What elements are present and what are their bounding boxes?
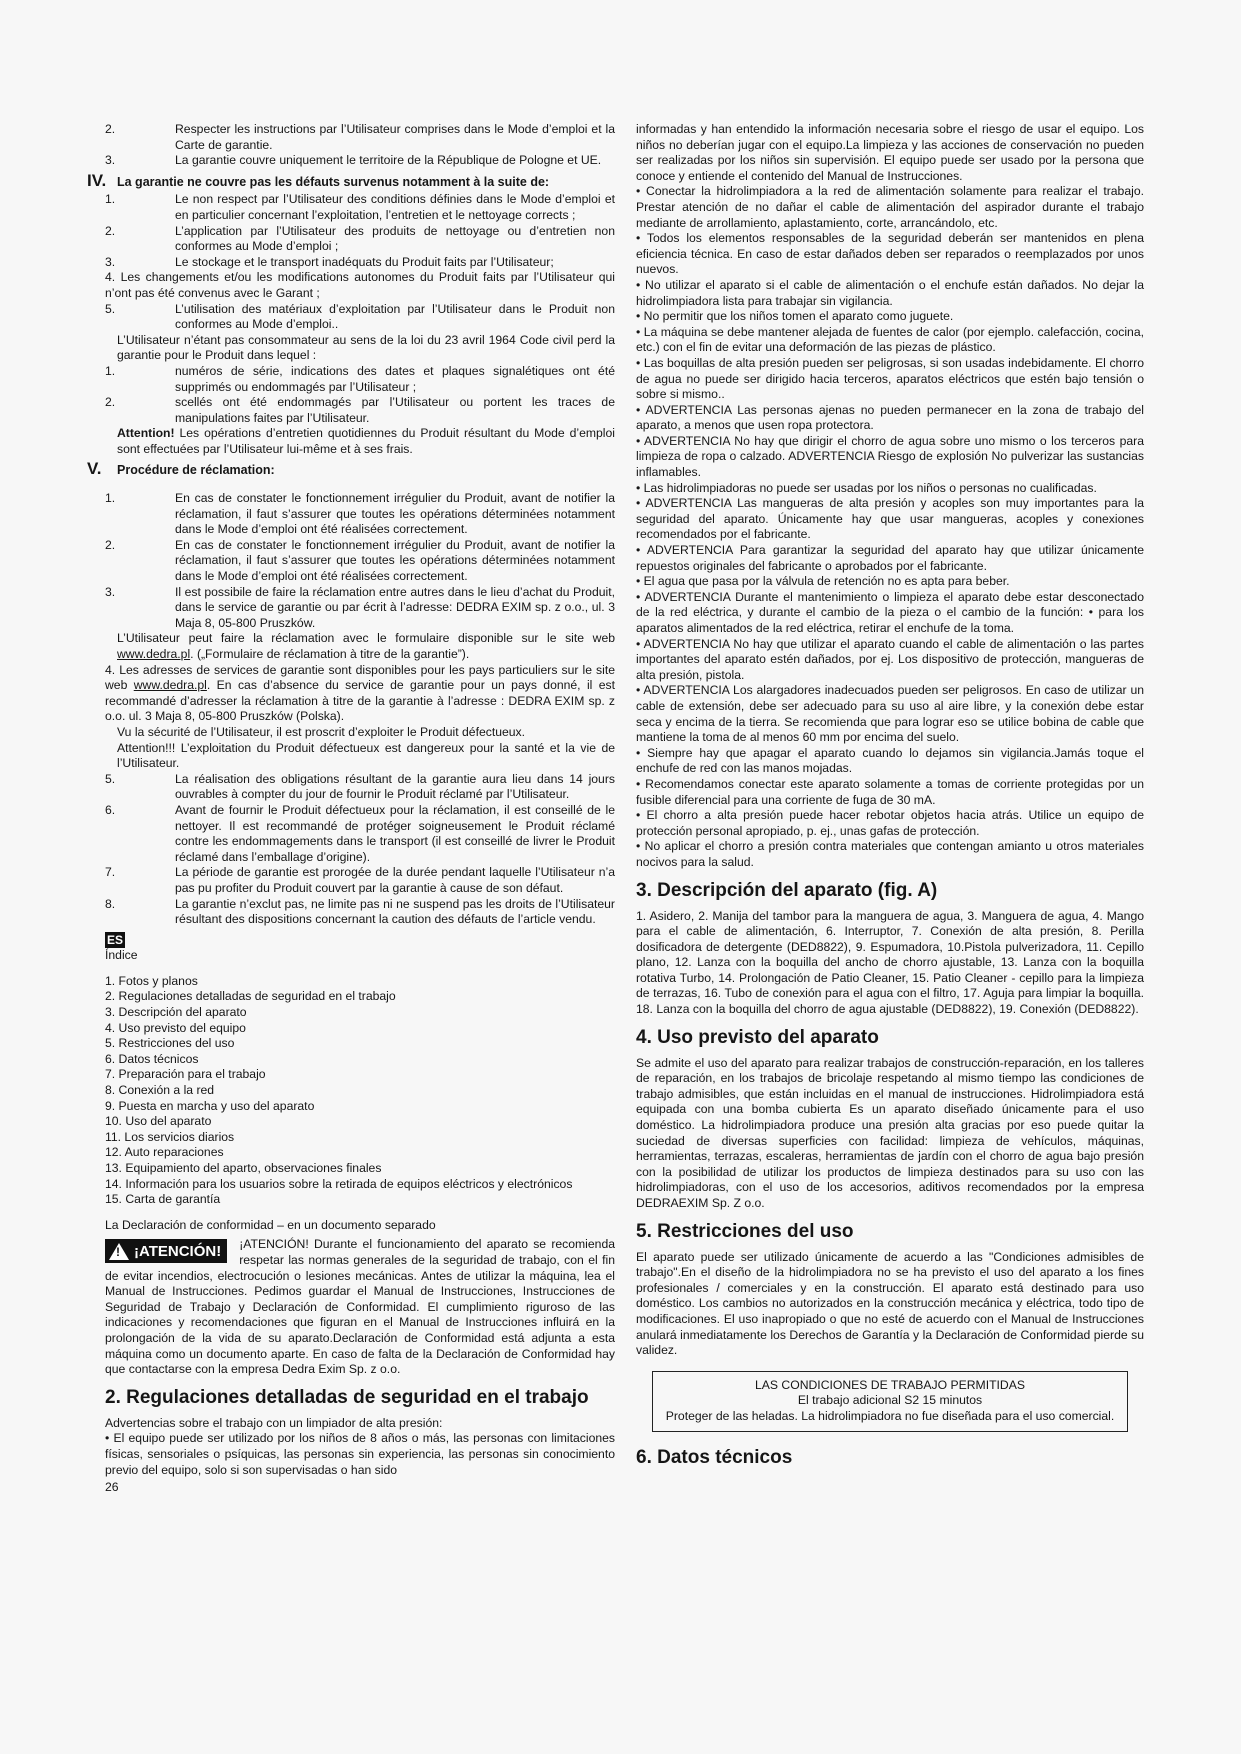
section-5-heading: 5. Restricciones del uso — [636, 1220, 854, 1242]
item-text: La garantie n’exclut pas, ne limite pas ni ne suspend pas les droits de l’Utilisateur résultant des dispositions concernant la caution des défauts de l’article vendu. — [175, 896, 615, 927]
dedra-link[interactable]: www.dedra.pl — [117, 647, 191, 661]
safety-bullet: • Recomendamos conectar este aparato solamente a tomas de corriente protegidas por un fusible diferencial para una corriente de fuga de 30 mA. — [636, 776, 1144, 807]
item-number: 2. — [105, 537, 116, 552]
box-line: El trabajo adicional S2 15 minutos — [797, 1393, 983, 1408]
list-item — [105, 772, 615, 803]
item-number: 3. — [105, 153, 116, 168]
warning-triangle-icon: ! — [109, 1243, 129, 1260]
language-flag: ES — [107, 932, 124, 947]
toc-item: 12. Auto reparaciones — [105, 1145, 224, 1160]
toc-item: 15. Carta de garantía — [105, 1192, 221, 1207]
safety-bullet: • ADVERTENCIA Las mangueras de alta presión y acoples son muy importantes para la seguridad del aparato. Únicamente hay que usar mangueras, acoples y conexiones recomendados por el fabricante. — [636, 496, 1144, 542]
toc-item: 6. Datos técnicos — [105, 1051, 199, 1066]
warning-badge — [105, 1239, 227, 1263]
safety-bullet: • Las hidrolimpiadoras no puede ser usadas por los niños o personas no cualificadas. — [636, 480, 1097, 495]
safety-bullet: • ADVERTENCIA No hay que utilizar el aparato cuando el cable de alimentación o las partes importantes del aparato estén dañados, por ej. Los dispositivo de protección, mangueras de alta presión, pistola. — [636, 636, 1144, 682]
item-number: 3. — [105, 584, 116, 599]
section-2-bullet: • El equipo puede ser utilizado por los niños de 8 años o más, las personas con limitaciones físicas, sensoriales o psíquicas, las personas sin experiencia, las personas sin conocimiento previo del equipo, solo si son supervisadas o han sido — [105, 1431, 615, 1477]
item-text: Le stockage et le transport inadéquats du Produit faits par l’Utilisateur; — [175, 254, 554, 269]
item-number: 2. — [105, 223, 116, 238]
service-text: 4. Les adresses de services de garantie sont disponibles pour les pays particuliers sur le site web — [105, 662, 615, 693]
item-text: numéros de série, indications des dates et plaques signalétiques ont été supprimés ou endommagés par l’Utilisateur ; — [175, 363, 615, 394]
spacer — [105, 481, 615, 491]
safety-bullet: • No utilizar el aparato si el cable de alimentación o el enchufe están dañados. No dejar la hidrolimpiadora lista para trabajar sin vigilancia. — [636, 277, 1144, 308]
section-6-heading: 6. Datos técnicos — [636, 1446, 793, 1468]
toc-item: 14. Información para los usuarios sobre la retirada de equipos eléctricos y electrónicos — [105, 1176, 573, 1191]
list-item — [105, 302, 615, 333]
safety-bullet: • Las boquillas de alta presión pueden ser peligrosas, si son usadas indebidamente. El chorro de agua no puede ser dirigido hacia terceros, aparatos eléctricos que estén bajo tensión o sobre si mismo.. — [636, 355, 1144, 402]
section-heading-iv — [87, 170, 615, 191]
item-text: L’application par l’Utilisateur des produits de nettoyage ou d’entretien non conformes au Mode d’emploi ; — [175, 223, 615, 254]
safety-bullet: • La máquina se debe mantener alejada de fuentes de calor (por ejemplo. calefacción, cocina, etc.) con el fin de evitar una deformación de las piezas de plástico. — [636, 324, 1144, 355]
item-text: La période de garantie est prorogée de la durée pendant laquelle l’Utilisateur n’a pas pu profiter du Produit couvert par la garantie à cause de son défaut. — [175, 865, 615, 895]
right-column — [636, 122, 1144, 1476]
section-title: Procédure de réclamation: — [117, 463, 275, 478]
item-number: 7. — [105, 865, 116, 880]
list-item — [105, 865, 615, 896]
intro-item — [105, 153, 615, 169]
service-addresses-paragraph — [105, 663, 615, 725]
web-form-text-end: . („Formulaire de réclamation à titre de la garantie”). — [190, 647, 470, 661]
attention-text: Les opérations d’entretien quotidiennes du Produit résultant du Mode d’emploi sont effectuées par l’Utilisateur lui-même et à ses frais. — [117, 426, 615, 456]
list-item — [105, 192, 615, 223]
toc-item: 13. Equipamiento del aparto, observaciones finales — [105, 1161, 382, 1175]
item-text: Avant de fournir le Produit défectueux pour la réclamation, il est conseillé de le nettoyer. Il est recommandé de protéger soigneusement le Produit réclamé contre les endommagements dans le transport (il est conseillé de livrer le Produit réclamé dans l’emballage d’origine). — [175, 802, 615, 864]
safety-bullet: • El chorro a alta presión puede hacer rebotar objetos hacia atrás. Utilice un equipo de protección personal apropiado, p. ej., unas gafas de protección. — [636, 808, 1144, 838]
working-conditions-box — [652, 1371, 1128, 1432]
list-item — [105, 897, 615, 928]
roman-numeral: V. — [87, 459, 102, 479]
roman-numeral: IV. — [87, 170, 107, 190]
safety-paragraph: informadas y han entendido la información necesaria sobre el riesgo de usar el equipo. Los niños no deberían jugar con el equipo.La limpieza y las acciones de conservación no pueden ser realizadas por los niños sin supervisión. El equipo puede ser usado por la persona que conoce y entiende el contenido del Manual de Instrucciones. — [636, 122, 1144, 183]
language-marker — [105, 932, 615, 949]
item-text: Il est possibile de faire la réclamation entre autres dans le lieu d’achat du Produit, dans le service de garantie ou par écrit à l’adresse: DEDRA EXIM sp. z o.o., ul. 3 Maja 8, 05-800 Pruszków. — [175, 584, 615, 630]
item-number: 2. — [105, 122, 116, 136]
section-3-text: 1. Asidero, 2. Manija del tambor para la manguera de agua, 3. Manguera de agua, 4. Mango para el cable de alimentación, 6. Interruptor, 7. Conexión de alta presión, 8. Perilla dosificadora de detergente (DED8822), 9. Espumadora, 10.Pistola pulverizadora, 11. Cepillo plano, 12. Lanza con la boquilla del ancho de chorro ajustable, 13. Lanza con la boquilla rotativa Turbo, 14. Prolongación de Patio Cleaner, 15. Patio Cleaner - cepillo para la limpieza de terrazas, 16. Tubo de conexión para el agua con el filtro, 17. Aguja para limpiar la boquilla. 18. Lanza con la boquilla del chorro de agua ajustable (DED8822), 19. Conexión (DED8822). — [636, 908, 1144, 1017]
declaration-note: La Declaración de conformidad – en un documento separado — [105, 1217, 436, 1232]
item-text: Respecter les instructions par l’Utilisateur comprises dans le Mode d’emploi et la Carte de garantie. — [175, 122, 615, 152]
section-2-heading: 2. Regulaciones detalladas de seguridad en el trabajo — [105, 1386, 589, 1408]
list-item — [105, 491, 615, 538]
section-4-heading: 4. Uso previsto del aparato — [636, 1026, 879, 1048]
list-item — [105, 255, 615, 271]
safety-bullet: • Todos los elementos responsables de la seguridad deberán ser mantenidos en plena eficiencia técnica. En caso de estar dañados deben ser reparados o reemplazados por unos nuevos. — [636, 231, 1144, 277]
warning-block — [105, 1237, 615, 1377]
warning-text: ¡ATENCIÓN! Durante el funcionamiento del aparato se recomienda respetar las normas generales de la seguridad de trabajo, con el fin de evitar incendios, electrocución o lesiones mecánicas. Antes de utilizar la máquina, lea el Manual de Instrucciones. Pedimos guardar el Manual de Instrucciones, Instrucciones de Seguridad de Trabajo y Declaración de Conformidad. El cumplimiento riguroso de las indicaciones y recomendaciones que figuran en el Manual de Instrucciones influirá en la prolongación de la vida de su aparato.Declaración de Conformidad está adjunta a esta máquina como un documento aparte. En caso de falta de la Declaración de Conformidad hay que contactarse con la empresa Dedra Exim Sp. z o.o. — [105, 1237, 615, 1377]
table-of-contents — [105, 974, 615, 1208]
attention-paragraph — [105, 426, 615, 457]
page-number: 26 — [105, 1480, 119, 1495]
item-number: 1. — [105, 192, 116, 207]
box-line: Proteger de las heladas. La hidrolimpiadora no fue diseñada para el uso comercial. — [665, 1408, 1115, 1423]
warning-badge-label: ¡ATENCIÓN! — [134, 1242, 222, 1260]
attention-label: Attention! — [117, 426, 175, 441]
paragraph: L’Utilisateur n’étant pas consommateur au sens de la loi du 23 avril 1964 Code civil perd la garantie pour le Produit dans lequel : — [117, 332, 615, 363]
index-label: Índice — [105, 948, 138, 963]
item-number: 6. — [105, 802, 116, 817]
safety-bullet: • ADVERTENCIA Los alargadores inadecuados pueden ser peligrosos. En caso de utilizar un cable de extensión, debe ser adecuado para su uso al aire libre, y la conexión debe estar seca y encima de la tierra. Se recomienda que para lograr eso se utilice bobina de cable que mantiene la toma de al menos 60 mm por encima del suelo. — [636, 683, 1144, 745]
item-number: 2. — [105, 395, 116, 410]
safety-bullet: • ADVERTENCIA Durante el mantenimiento o limpieza el aparato debe estar desconectado de la red eléctrica, y durante el cambio de la pieza o el cambio de la función: • para los aparatos alimentados de la red eléctrica, retirar el enchufe de la toma. — [636, 589, 1144, 635]
toc-item: 5. Restricciones del uso — [105, 1036, 235, 1051]
list-item — [105, 395, 615, 426]
item-number: 5. — [105, 301, 116, 316]
section-5-text: El aparato puede ser utilizado únicamente de acuerdo a las "Condiciones admisibles de trabajo".En el diseño de la hidrolimpiadora no se ha previsto el uso del aparato a los fines profesionales / comerciales y en la construcción. El aparato está destinado para uso doméstico. Los cambios no autorizados en la construcción mecánica y eléctrica, todo tipo de modificaciones. El uso inapropiado o que no esté de acuerdo con el Manual de Instrucciones anulará inmediatamente los Derechos de Garantía y la Declaración de Conformidad pierde su validez. — [636, 1249, 1144, 1358]
dedra-link[interactable]: www.dedra.pl — [133, 678, 207, 693]
toc-item: 7. Preparación para el trabajo — [105, 1067, 266, 1082]
section-3-heading: 3. Descripción del aparato (fig. A) — [636, 879, 938, 901]
item-text: En cas de constater le fonctionnement irrégulier du Produit, avant de notifier la réclamation, il faut s’assurer que toutes les opérations déterminées notamment dans le Mode d’emploi ont été réalisées correctement. — [175, 537, 615, 584]
list-item — [105, 803, 615, 865]
item-number: 8. — [105, 896, 116, 911]
list-item — [105, 224, 615, 255]
section-2-intro: Advertencias sobre el trabajo con un limpiador de alta presión: — [105, 1415, 443, 1430]
safety-bullet: • No aplicar el chorro a presión contra materiales que contengan amianto u otros materiales nocivos para la salud. — [636, 839, 1144, 869]
item-number: 1. — [105, 491, 116, 506]
toc-item: 4. Uso previsto del equipo — [105, 1020, 246, 1035]
list-item — [105, 585, 615, 632]
item-text: L’utilisation des matériaux d’exploitation par l’Utilisateur dans le Produit non conformes au Mode d’emploi.. — [175, 301, 615, 332]
toc-item: 9. Puesta en marcha y uso del aparato — [105, 1098, 315, 1113]
toc-item: 2. Regulaciones detalladas de seguridad en el trabajo — [105, 989, 396, 1004]
safety-bullet: • Conectar la hidrolimpiadora a la red de alimentación solamente para realizar el trabajo. Prestar atención de no dañar el cable de alimentación del aspirador durante el trabajo mediante de arrollamiento, aplastamiento, corte, arrancándolo, etc. — [636, 184, 1144, 230]
safety-bullet: • ADVERTENCIA No hay que dirigir el chorro de agua sobre uno mismo o los terceros para limpieza de ropa o calzado. ADVERTENCIA Riesgo de explosión No pulverizar las sustancias inflamables. — [636, 433, 1144, 480]
section-heading-v — [87, 461, 615, 479]
item-text: La garantie couvre uniquement le territoire de la République de Pologne et UE. — [175, 153, 602, 168]
list-item — [105, 538, 615, 585]
safety-bullet: • ADVERTENCIA Las personas ajenas no pueden permanecer en la zona de trabajo del aparato, a menos que usen ropa protectora. — [636, 402, 1144, 433]
toc-item: 3. Descripción del aparato — [105, 1005, 247, 1020]
left-column — [87, 122, 615, 1496]
list-item: 4. Les changements et/ou les modifications autonomes du Produit faits par l’Utilisateur qui n’ont pas été convenus avec le Garant ; — [105, 270, 615, 300]
item-number: 5. — [105, 771, 116, 786]
toc-item: 1. Fotos y planos — [105, 973, 198, 988]
safety-bullet: • No permitir que los niños tomen el aparato como juguete. — [636, 309, 954, 324]
section-title: La garantie ne couvre pas les défauts survenus notamment à la suite de: — [117, 174, 550, 189]
section-4-text: Se admite el uso del aparato para realizar trabajos de construcción-reparación, en los talleres de reparación, en los trabajos de bricolaje respetando al mismo tiempo las condiciones de trabajo admisibles, que están incluidas en el manual de instrucciones. Hidrolimpiadora está equipada con una bomba cubierta Es un aparato diseñado únicamente para el uso doméstico. La hidrolimpiadora produce una presión alta gracias por eso puede quitar la suciedad de diversas superficies con facilidad: limpieza de vehículos, máquinas, herramientas, terrazas, escaleras, herramientas de jardín con el chorro de agua bajo presión con la posibilidad de utilizar los productos de limpieza destinados para su uso con las hidrolimpiadoras, con el uso de los accesorios, aditivos recomendados por la empresa DEDRAEXIM Sp. Z o.o. — [636, 1055, 1144, 1210]
item-text: Le non respect par l’Utilisateur des conditions définies dans le Mode d’emploi et en particulier concernant l’exploitation, l’entretien et le nettoyage corrects ; — [175, 192, 615, 222]
item-text: En cas de constater le fonctionnement irrégulier du Produit, avant de notifier la réclamation, il faut s’assurer que toutes les opérations déterminées notamment dans le Mode d’emploi ont été réalisées correctement. — [175, 491, 615, 537]
item-number: 3. — [105, 254, 116, 269]
item-text: La réalisation des obligations résultant de la garantie aura lieu dans 14 jours ouvrables à compter du jour de fournir le Produit réclamé par l’Utilisateur. — [175, 771, 615, 802]
toc-item: 11. Los servicios diarios — [105, 1129, 235, 1144]
web-form-text: L’Utilisateur peut faire la réclamation avec le formulaire disponible sur le site web — [117, 631, 615, 646]
item-number: 1. — [105, 363, 116, 378]
intro-item — [105, 122, 615, 153]
service-text-end: . En cas d’absence du service de garantie pour un pays donné, il est recommandé d’adresser la réclamation à titre de la garantie à l’adresse : DEDRA EXIM sp. z o.o. ul. 3 Maja 8, 05-800 Pruszków (Polska). — [105, 678, 615, 724]
spacer — [105, 1208, 615, 1218]
spacer — [105, 964, 615, 974]
box-title: LAS CONDICIONES DE TRABAJO PERMITIDAS — [755, 1377, 1025, 1392]
item-text: scellés ont été endommagés par l’Utilisateur ou portent les traces de manipulations faites par l’Utilisateur. — [175, 395, 615, 425]
toc-item: 10. Uso del aparato — [105, 1114, 212, 1129]
safety-note: Vu la sécurité de l’Utilisateur, il est proscrit d’exploiter le Produit défectueux. — [117, 724, 526, 739]
safety-bullet: • Siempre hay que apagar el aparato cuando lo dejamos sin vigilancia.Jamás toque el enchufe de red con las manos mojadas. — [636, 745, 1144, 776]
list-item — [105, 364, 615, 395]
web-form-paragraph — [105, 631, 615, 662]
safety-bullet: • ADVERTENCIA Para garantizar la seguridad del aparato hay que utilizar únicamente repuestos originales del fabricante o aprobados por el fabricante. — [636, 543, 1144, 573]
safety-warning: Attention!!! L’exploitation du Produit défectueux est dangereux pour la santé et la vie de l’Utilisateur. — [117, 740, 615, 771]
toc-item: 8. Conexión a la red — [105, 1083, 215, 1098]
safety-bullet: • El agua que pasa por la válvula de retención no es apta para beber. — [636, 574, 1010, 589]
